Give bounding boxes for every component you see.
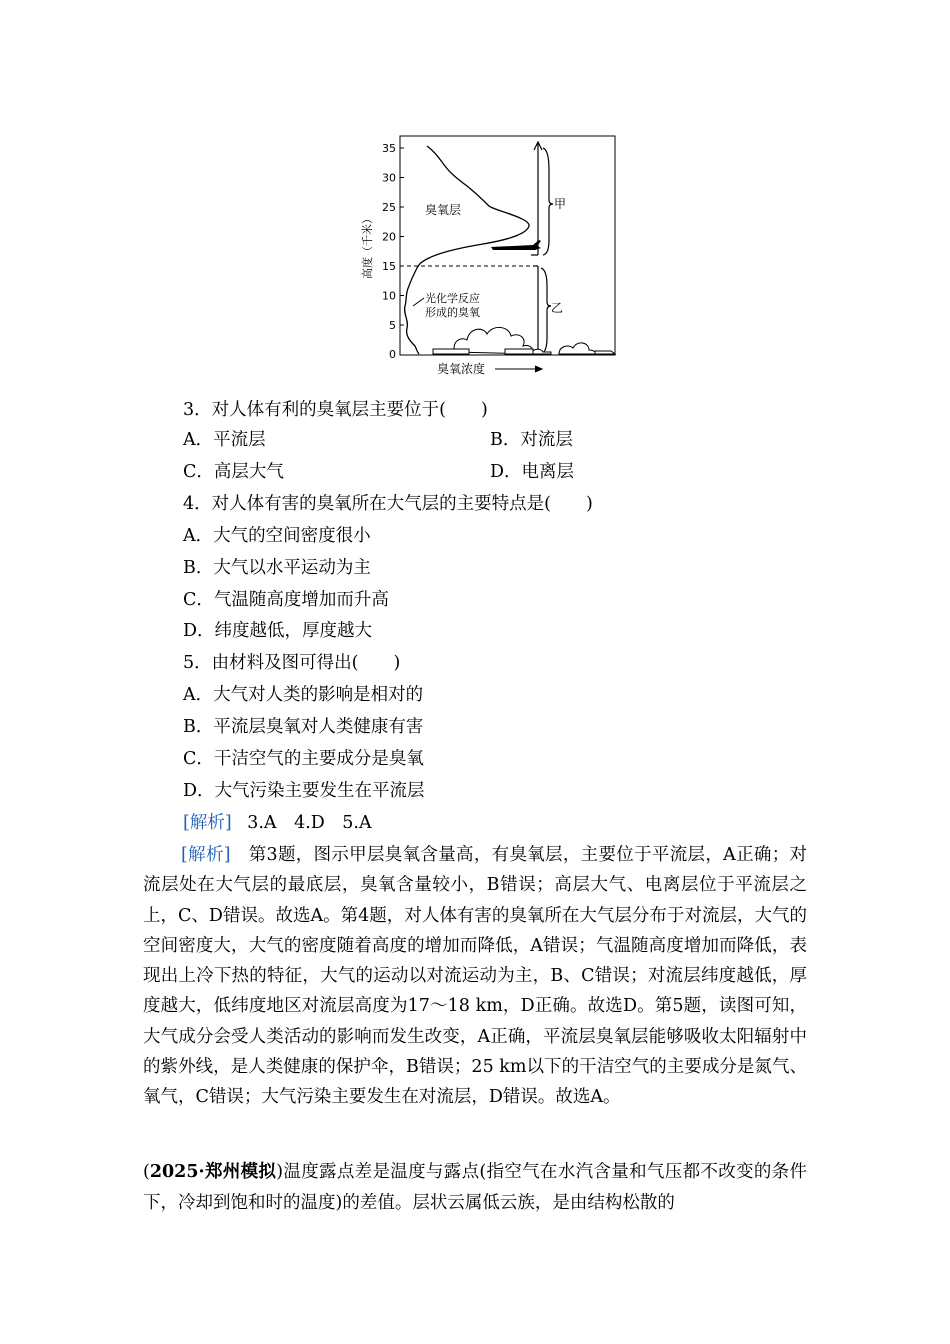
q5-option-b: B．平流层臭氧对人类健康有害: [183, 717, 424, 737]
q3-option-c: C．高层大气: [183, 462, 284, 482]
label-ozone-layer: 臭氧层: [425, 203, 462, 217]
q3-option-b: B．对流层: [490, 430, 573, 450]
q5-option-d: D．大气污染主要发生在平流层: [183, 781, 425, 801]
y-tick-0: 0: [389, 348, 396, 361]
q3-option-a: A．平流层: [183, 430, 266, 450]
analysis-paragraph: [143, 840, 807, 1113]
y-ticks: [382, 142, 404, 361]
q4-option-c: C．气温随高度增加而升高: [183, 590, 389, 610]
ozone-altitude-figure: [355, 128, 630, 378]
y-tick-30: 30: [382, 171, 396, 185]
bracket-yi: [533, 266, 551, 354]
analysis-tag: [解析]: [181, 845, 231, 865]
answer-text: 3.A 4.D 5.A: [247, 813, 372, 833]
q4-option-d: D．纬度越低，厚度越大: [183, 621, 373, 641]
y-tick-5: 5: [389, 319, 396, 332]
y-tick-20: 20: [382, 230, 396, 244]
q5-option-a: A．大气对人类的影响是相对的: [183, 685, 424, 705]
plot-frame: [400, 136, 615, 355]
q4-option-b: B．大气以水平运动为主: [183, 558, 371, 578]
y-tick-25: 25: [382, 201, 396, 214]
source-label: 2025·郑州模拟: [149, 1162, 277, 1182]
source-open: (: [143, 1162, 150, 1182]
label-yi: 乙: [551, 301, 564, 315]
q4-option-a: A．大气的空间密度很小: [183, 526, 371, 546]
next-material-paragraph: [143, 1157, 807, 1219]
q5-option-c: C．干洁空气的主要成分是臭氧: [183, 749, 424, 769]
y-tick-15: 15: [382, 260, 396, 273]
x-axis-arrowhead: [535, 366, 542, 372]
photochem-pointer: [413, 298, 424, 306]
x-axis-label: 臭氧浓度: [437, 362, 486, 376]
y-tick-10: 10: [382, 289, 396, 303]
label-photochem-1: 光化学反应: [425, 292, 480, 305]
q4-stem: 4．对人体有害的臭氧所在大气层的主要特点是( ): [183, 494, 593, 514]
answer-line: [183, 807, 372, 839]
next-material-text: )温度露点差是温度与露点(指空气在水汽含量和气压都不改变的条件下，冷却到饱和时的温度)的差值。层状云属低云族，是由结构松散的: [143, 1162, 807, 1213]
analysis-text: 第3题，图示甲层臭氧含量高，有臭氧层，主要位于平流层，A正确；对流层处在大气层的最底层，臭氧含量较小，B错误；高层大气、电离层位于平流层之上，C、D错误。故选A。第4题，对人体有害的臭氧所在大气层分布于对流层，大气的空间密度大，大气的密度随着高度的增加而降低，A错误；气温随高度增加而降低，表现出上冷下热的特征，大气的运动以对流运动为主，B、C错误；对流层纬度越低，厚度越大，低纬度地区对流层高度为17～18 km，D正确。故选D。第5题，读图可知，大气成分会受人类活动的影响而发生改变，A正确，平流层臭氧层能够吸收太阳辐射中的紫外线，是人类健康的保护伞，B错误；25 km以下的干洁空气的主要成分是氮气、氧气，C错误；大气污染主要发生在对流层，D错误。故选A。: [143, 845, 807, 1108]
q3-stem: 3．对人体有利的臭氧层主要位于( ): [183, 400, 488, 420]
label-jia: 甲: [554, 197, 567, 211]
q3-option-d: D．电离层: [490, 462, 575, 482]
y-axis-label: 高度（千米）: [361, 213, 374, 279]
answer-tag: [解析]: [183, 813, 232, 833]
q5-stem: 5．由材料及图可得出( ): [183, 653, 401, 673]
label-photochem-2: 形成的臭氧: [425, 306, 480, 319]
bracket-jia: [531, 142, 553, 255]
y-tick-35: 35: [382, 142, 396, 155]
